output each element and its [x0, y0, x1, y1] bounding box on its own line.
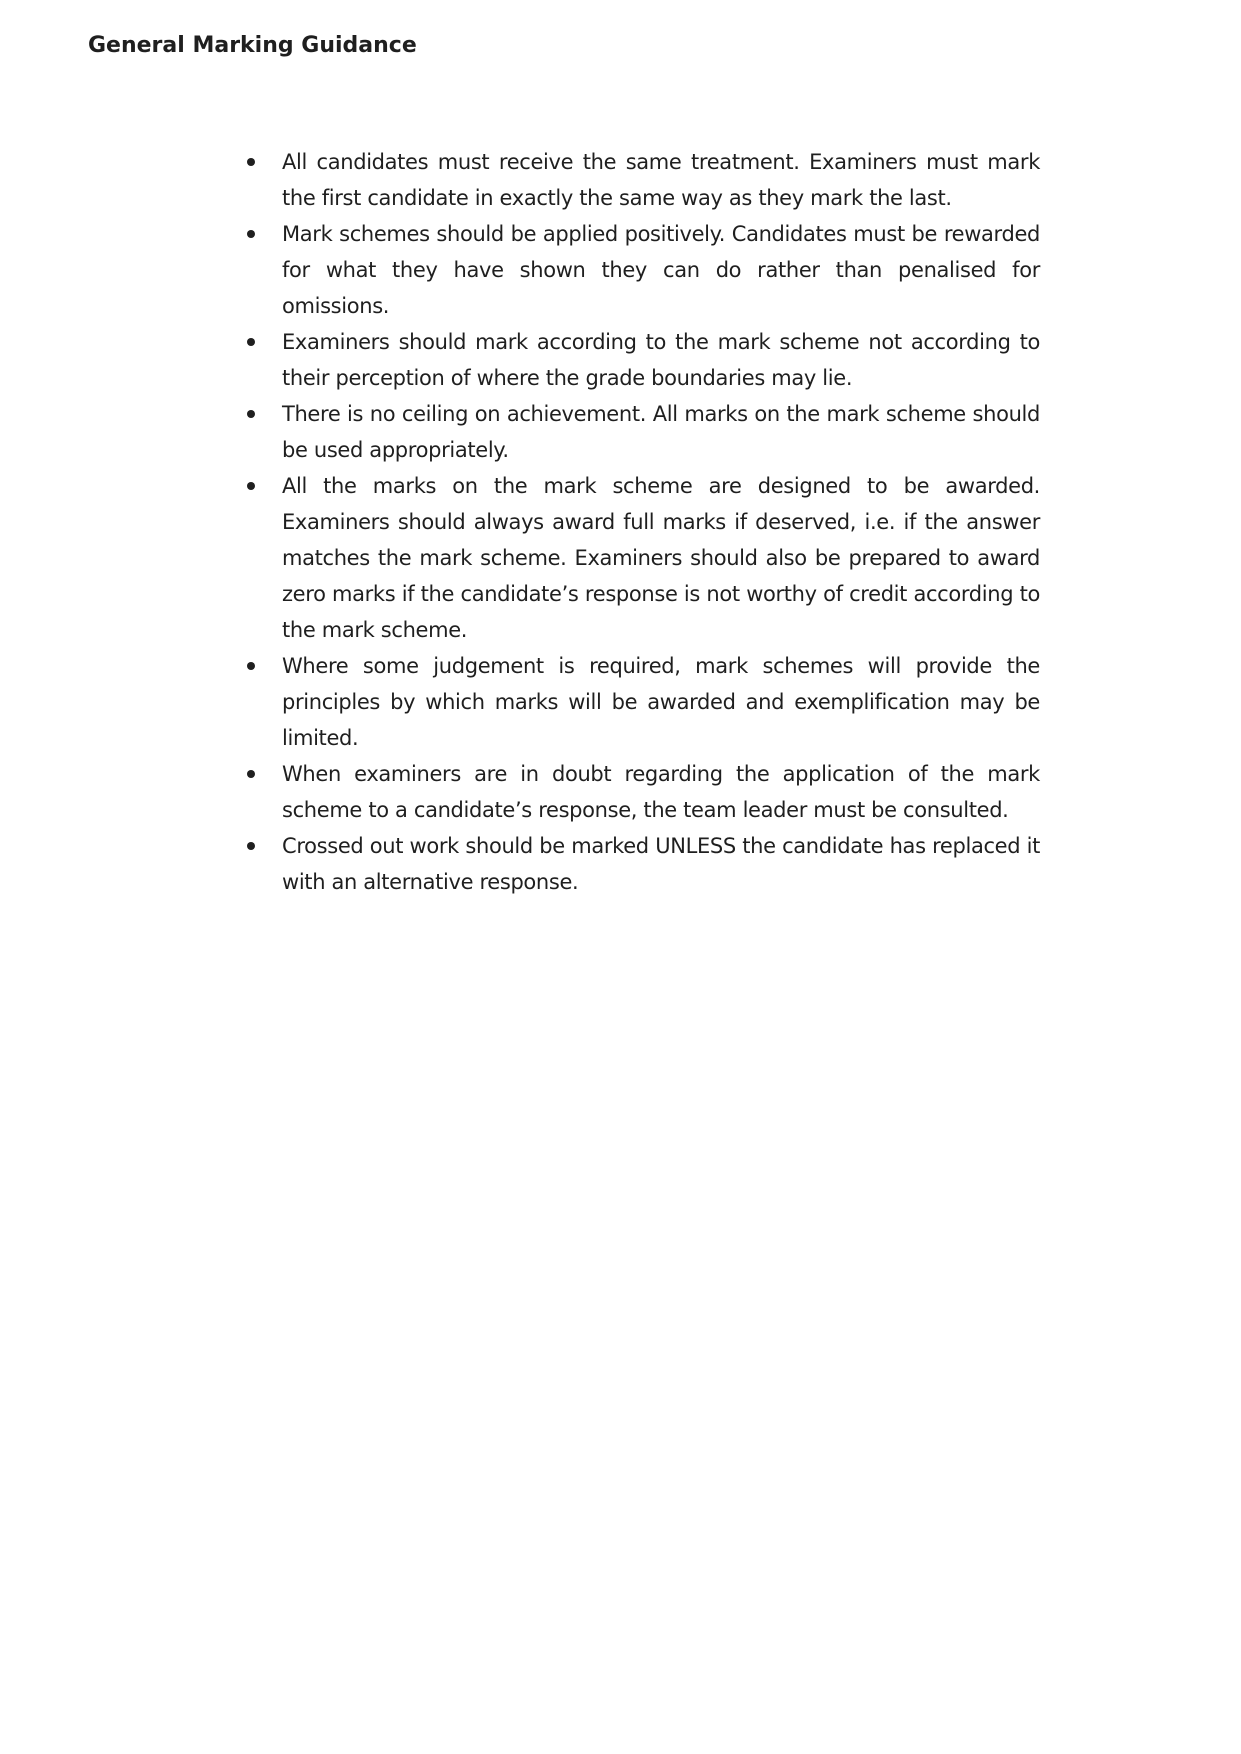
bullet-icon: [247, 662, 255, 670]
bullet-icon: [247, 770, 255, 778]
list-item-text: Mark schemes should be applied positively. Candidates must be rewarded for what they have shown they can do rather than penalised for omissions.: [282, 222, 1040, 318]
list-item-text: Crossed out work should be marked UNLESS the candidate has replaced it with an alternative response.: [282, 834, 1040, 894]
list-item: [240, 396, 1040, 468]
bullet-icon: [247, 338, 255, 346]
list-item-text: Where some judgement is required, mark schemes will provide the principles by which marks will be awarded and exemplification may be limited.: [282, 654, 1040, 750]
bullet-icon: [247, 410, 255, 418]
list-item-text: All the marks on the mark scheme are designed to be awarded. Examiners should always award full marks if deserved, i.e. if the answer matches the mark scheme. Examiners should also be prepared to award zero marks if the candidate’s response is not worthy of credit according to the mark scheme.: [282, 474, 1040, 642]
list-item: [240, 468, 1040, 648]
list-item-text: When examiners are in doubt regarding the application of the mark scheme to a candidate’s response, the team leader must be consulted.: [282, 762, 1040, 822]
bullet-icon: [247, 842, 255, 850]
list-item: [240, 648, 1040, 756]
bullet-icon: [247, 482, 255, 490]
list-item: [240, 828, 1040, 900]
list-item-text: Examiners should mark according to the mark scheme not according to their perception of where the grade boundaries may lie.: [282, 330, 1040, 390]
list-item: [240, 216, 1040, 324]
guidance-list: [240, 144, 1040, 900]
bullet-icon: [247, 158, 255, 166]
bullet-icon: [247, 230, 255, 238]
page-title: General Marking Guidance: [88, 33, 417, 58]
list-item-text: There is no ceiling on achievement. All marks on the mark scheme should be used appropriately.: [282, 402, 1040, 462]
list-item: [240, 144, 1040, 216]
list-item-text: All candidates must receive the same treatment. Examiners must mark the first candidate in exactly the same way as they mark the last.: [282, 150, 1040, 210]
list-item: [240, 756, 1040, 828]
list-item: [240, 324, 1040, 396]
